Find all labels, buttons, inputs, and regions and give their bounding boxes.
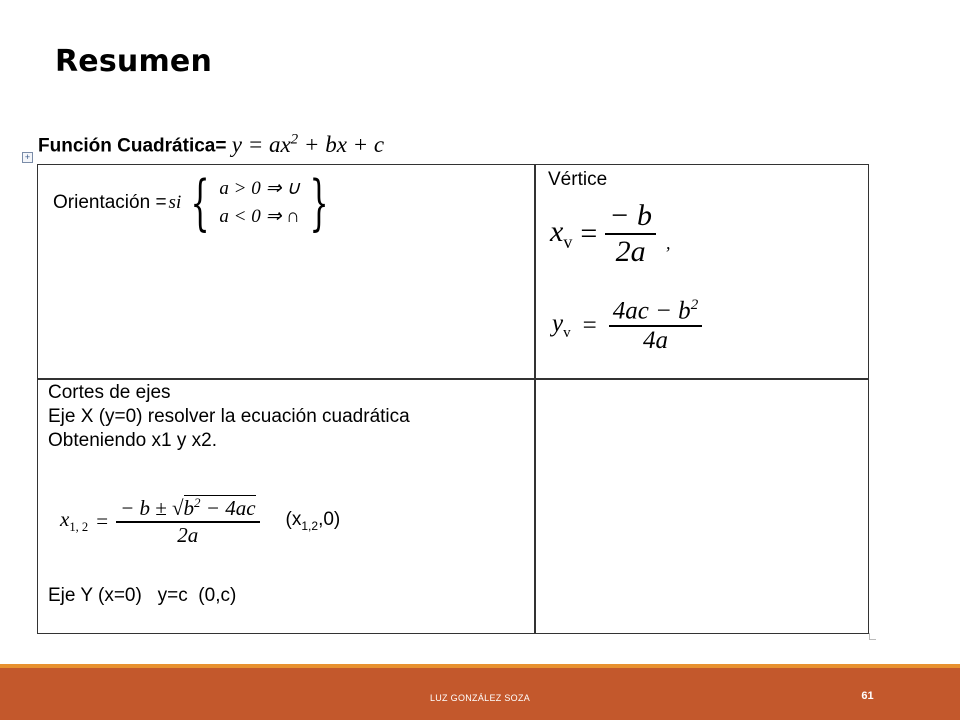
orientation-case-positive: a > 0 ⇒ ∪ — [219, 178, 301, 199]
orientation-si: si — [168, 192, 182, 213]
quadratic-root-formula: $x_{1, 2}$ = $\frac{- b \pm √b^2 - 4ac}{2a}$ $(x_{1,2},0)$ — [60, 495, 341, 547]
cuts-obtaining: Obteniendo x1 y x2. — [48, 430, 217, 451]
summary-table — [37, 164, 869, 634]
slide-title: Resumen — [55, 44, 213, 79]
cuts-y-axis: Eje Y (x=0) y=c (0,c) — [48, 585, 237, 606]
sqrt-icon: √ — [172, 496, 184, 520]
vertex-label: Vértice — [548, 169, 608, 190]
vertex-x-formula: $x_v$ = $\frac{- b}{2a}$ , — [550, 199, 671, 268]
table-divider-vertical — [534, 165, 536, 633]
page-number: 61 — [861, 690, 874, 702]
orientation-cell — [53, 168, 338, 238]
left-brace-icon: { — [190, 168, 210, 238]
right-brace-icon: } — [309, 168, 329, 238]
cuts-heading: Cortes de ejes — [48, 382, 171, 403]
footer-bar — [0, 664, 960, 720]
root-point: $(x_{1,2},0)$ — [285, 509, 341, 534]
table-move-handle-icon[interactable]: + — [22, 152, 33, 163]
orientation-label: Orientación = — [53, 192, 167, 213]
table-divider-horizontal — [38, 378, 868, 380]
footer-stripe — [0, 664, 960, 668]
quadratic-formula: $y = ax^2$ + bx + c — [231, 131, 385, 157]
vertex-y-formula: $y_v$ = $\frac{4ac - b^2}{4a}$ — [552, 297, 702, 355]
quadratic-label: Función Cuadrática= — [38, 135, 227, 157]
quadratic-heading — [38, 131, 384, 158]
table-end-mark — [869, 633, 876, 640]
cuts-x-axis: Eje X (y=0) resolver la ecuación cuadrática — [48, 406, 410, 427]
cuts-description — [48, 381, 410, 453]
footer-author: LUZ GONZÁLEZ SOZA — [429, 693, 531, 703]
orientation-case-negative: a < 0 ⇒ ∩ — [219, 206, 300, 227]
